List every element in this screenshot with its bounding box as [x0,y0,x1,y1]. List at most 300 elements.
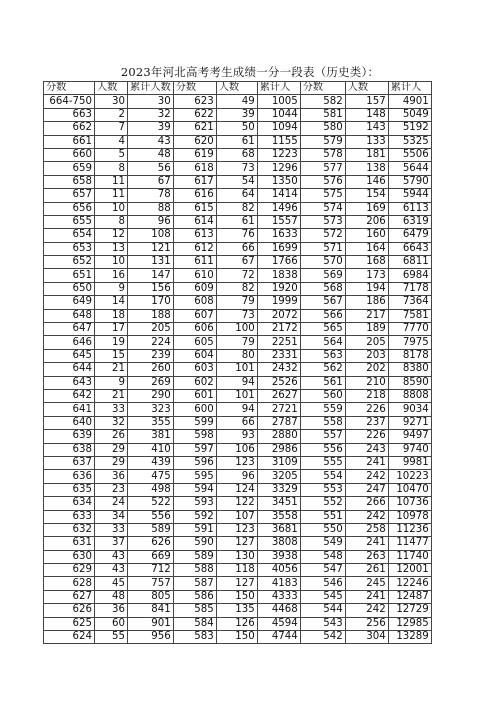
table-cell: 654 [44,229,95,242]
table-cell: 156 [128,282,174,295]
table-cell: 2072 [257,309,300,322]
table-cell: 565 [300,323,345,336]
table-cell: 2 [95,108,128,121]
table-cell: 96 [128,215,174,228]
table-cell: 11477 [388,537,431,550]
table-cell: 210 [345,376,388,389]
table-cell: 564 [300,336,345,349]
table-cell: 567 [300,296,345,309]
table-cell: 553 [300,483,345,496]
table-cell: 588 [173,564,216,577]
table-cell: 224 [128,336,174,349]
table-cell: 663 [44,108,95,121]
table-cell: 100 [216,323,257,336]
table-row [44,631,432,644]
table-cell: 12246 [388,577,431,590]
table-cell: 189 [345,323,388,336]
table-cell: 621 [173,122,216,135]
table-cell: 6113 [388,202,431,215]
table-cell: 545 [300,590,345,603]
table-cell: 131 [128,256,174,269]
table-cell: 61 [216,215,257,228]
table-cell: 637 [44,456,95,469]
table-cell: 101 [216,389,257,402]
table-cell: 595 [173,470,216,483]
table-cell: 127 [216,577,257,590]
table-cell: 82 [216,282,257,295]
table-cell: 7364 [388,296,431,309]
table-cell: 23 [95,483,128,496]
table-cell: 10470 [388,483,431,496]
table-cell: 589 [128,523,174,536]
table-cell: 226 [345,430,388,443]
table-cell: 8 [95,215,128,228]
table-cell: 5790 [388,175,431,188]
table-cell: 661 [44,135,95,148]
table-cell: 2721 [257,403,300,416]
table-cell: 21 [95,363,128,376]
table-cell: 61 [216,135,257,148]
table-cell: 304 [345,631,388,644]
table-cell: 9740 [388,443,431,456]
table-cell: 241 [345,590,388,603]
table-cell: 7770 [388,323,431,336]
table-row [44,269,432,282]
table-cell: 556 [300,443,345,456]
table-cell: 410 [128,443,174,456]
table-cell: 570 [300,256,345,269]
table-cell: 522 [128,497,174,510]
table-cell: 4468 [257,604,300,617]
table-cell: 558 [300,416,345,429]
table-cell: 242 [345,604,388,617]
table-cell: 616 [173,189,216,202]
table-row [44,604,432,617]
table-row [44,363,432,376]
column-header: 累计人 [257,82,300,95]
table-cell: 627 [44,590,95,603]
table-cell: 641 [44,403,95,416]
table-cell: 7 [95,122,128,135]
table-cell: 1999 [257,296,300,309]
page-title: 2023年河北高考考生成绩一分一段表（历史类）： [120,65,380,79]
table-cell: 580 [300,122,345,135]
table-cell: 572 [300,229,345,242]
table-cell: 551 [300,510,345,523]
table-cell: 49 [216,95,257,108]
table-cell: 6643 [388,242,431,255]
table-cell: 439 [128,456,174,469]
table-cell: 546 [300,577,345,590]
table-cell: 218 [345,389,388,402]
table-cell: 19 [95,336,128,349]
table-cell: 202 [345,363,388,376]
table-row [44,122,432,135]
table-cell: 603 [173,363,216,376]
table-cell: 10223 [388,470,431,483]
table-cell: 586 [173,590,216,603]
table-cell: 631 [44,537,95,550]
table-cell: 205 [128,323,174,336]
table-cell: 123 [216,523,257,536]
table-cell: 585 [173,604,216,617]
table-cell: 4056 [257,564,300,577]
table-cell: 48 [128,148,174,161]
table-cell: 206 [345,215,388,228]
table-cell: 43 [128,135,174,148]
table-cell: 642 [44,389,95,402]
table-cell: 45 [95,577,128,590]
table-cell: 4744 [257,631,300,644]
table-cell: 107 [216,510,257,523]
table-cell: 956 [128,631,174,644]
table-cell: 640 [44,416,95,429]
table-cell: 901 [128,617,174,630]
table-row [44,95,432,108]
table-cell: 290 [128,389,174,402]
table-cell: 241 [345,537,388,550]
table-header-row [44,82,432,95]
table-cell: 568 [300,282,345,295]
table-cell: 17 [95,323,128,336]
table-cell: 157 [345,95,388,108]
table-cell: 634 [44,497,95,510]
table-row [44,497,432,510]
table-cell: 609 [173,282,216,295]
table-cell: 93 [216,430,257,443]
table-cell: 108 [128,229,174,242]
table-cell: 626 [44,604,95,617]
table-cell: 475 [128,470,174,483]
table-cell: 67 [128,175,174,188]
table-cell: 79 [216,296,257,309]
table-cell: 646 [44,336,95,349]
table-cell: 636 [44,470,95,483]
table-cell: 10 [95,256,128,269]
table-cell: 1699 [257,242,300,255]
table-row [44,430,432,443]
table-cell: 550 [300,523,345,536]
table-cell: 630 [44,550,95,563]
table-cell: 574 [300,202,345,215]
table-cell: 29 [95,456,128,469]
table-cell: 14 [95,296,128,309]
table-cell: 18 [95,309,128,322]
table-cell: 43 [95,564,128,577]
table-cell: 12487 [388,590,431,603]
table-row [44,309,432,322]
table-cell: 80 [216,349,257,362]
table-cell: 622 [173,108,216,121]
table-cell: 269 [128,376,174,389]
table-cell: 64 [216,189,257,202]
table-cell: 11740 [388,550,431,563]
table-row [44,389,432,402]
column-header: 分数 [44,82,95,95]
table-cell: 556 [128,510,174,523]
table-cell: 4 [95,135,128,148]
table-cell: 4183 [257,577,300,590]
table-cell: 606 [173,323,216,336]
table-cell: 652 [44,256,95,269]
table-cell: 8178 [388,349,431,362]
table-row [44,189,432,202]
table-cell: 5644 [388,162,431,175]
table-cell: 560 [300,389,345,402]
table-cell: 1223 [257,148,300,161]
table-row [44,162,432,175]
table-cell: 66 [216,242,257,255]
table-cell: 569 [300,269,345,282]
table-row [44,215,432,228]
table-cell: 2880 [257,430,300,443]
table-cell: 1094 [257,122,300,135]
table-cell: 645 [44,349,95,362]
table-cell: 7581 [388,309,431,322]
table-cell: 266 [345,497,388,510]
table-cell: 245 [345,577,388,590]
table-cell: 583 [173,631,216,644]
table-cell: 624 [44,631,95,644]
table-cell: 544 [300,604,345,617]
table-cell: 241 [345,456,388,469]
table-cell: 13289 [388,631,431,644]
table-cell: 554 [300,470,345,483]
table-cell: 30 [95,95,128,108]
table-cell: 543 [300,617,345,630]
table-cell: 578 [300,148,345,161]
table-cell: 601 [173,389,216,402]
table-cell: 4901 [388,95,431,108]
table-row [44,523,432,536]
table-cell: 34 [95,510,128,523]
table-cell: 48 [95,590,128,603]
table-cell: 757 [128,577,174,590]
table-cell: 594 [173,483,216,496]
table-cell: 60 [95,617,128,630]
table-cell: 2172 [257,323,300,336]
table-cell: 615 [173,202,216,215]
table-cell: 148 [345,108,388,121]
table-cell: 611 [173,256,216,269]
table-cell: 841 [128,604,174,617]
table-cell: 5192 [388,122,431,135]
table-cell: 122 [216,497,257,510]
table-cell: 648 [44,309,95,322]
table-cell: 9981 [388,456,431,469]
column-header: 人数 [95,82,128,95]
table-cell: 597 [173,443,216,456]
table-cell: 9271 [388,416,431,429]
table-cell: 127 [216,537,257,550]
table-cell: 593 [173,497,216,510]
table-cell: 575 [300,189,345,202]
table-cell: 21 [95,389,128,402]
table-cell: 3558 [257,510,300,523]
table-cell: 121 [128,242,174,255]
table-cell: 226 [345,403,388,416]
table-cell: 607 [173,309,216,322]
table-cell: 1296 [257,162,300,175]
table-cell: 36 [95,470,128,483]
table-cell: 43 [95,550,128,563]
table-cell: 3808 [257,537,300,550]
table-row [44,617,432,630]
table-cell: 2787 [257,416,300,429]
table-cell: 10 [95,202,128,215]
table-cell: 124 [216,483,257,496]
table-cell: 602 [173,376,216,389]
table-cell: 16 [95,269,128,282]
table-cell: 614 [173,215,216,228]
table-cell: 32 [128,108,174,121]
table-cell: 6479 [388,229,431,242]
table-cell: 237 [345,416,388,429]
table-cell: 154 [345,189,388,202]
table-row [44,564,432,577]
table-cell: 555 [300,456,345,469]
table-cell: 30 [128,95,174,108]
table-cell: 3938 [257,550,300,563]
table-row [44,376,432,389]
table-cell: 547 [300,564,345,577]
table-cell: 1350 [257,175,300,188]
table-cell: 619 [173,148,216,161]
table-cell: 587 [173,577,216,590]
table-row [44,242,432,255]
table-cell: 381 [128,430,174,443]
table-cell: 263 [345,550,388,563]
column-header: 人数 [216,82,257,95]
table-cell: 126 [216,617,257,630]
table-cell: 11236 [388,523,431,536]
table-row [44,349,432,362]
table-cell: 498 [128,483,174,496]
table-cell: 9497 [388,430,431,443]
table-cell: 4333 [257,590,300,603]
table-cell: 1044 [257,108,300,121]
table-cell: 2251 [257,336,300,349]
table-cell: 323 [128,403,174,416]
column-header: 人数 [345,82,388,95]
table-cell: 170 [128,296,174,309]
table-cell: 260 [128,363,174,376]
table-cell: 3451 [257,497,300,510]
table-cell: 355 [128,416,174,429]
table-cell: 66 [216,416,257,429]
table-cell: 10736 [388,497,431,510]
table-cell: 3681 [257,523,300,536]
table-cell: 79 [216,336,257,349]
table-cell: 173 [345,269,388,282]
table-cell: 130 [216,550,257,563]
table-cell: 625 [44,617,95,630]
table-cell: 147 [128,269,174,282]
table-cell: 26 [95,430,128,443]
table-row [44,590,432,603]
table-cell: 6811 [388,256,431,269]
table-cell: 181 [345,148,388,161]
table-cell: 9034 [388,403,431,416]
table-cell: 32 [95,416,128,429]
table-cell: 217 [345,309,388,322]
table-cell: 6984 [388,269,431,282]
table-cell: 1005 [257,95,300,108]
table-cell: 78 [128,189,174,202]
table-cell: 242 [345,470,388,483]
table-cell: 186 [345,296,388,309]
table-cell: 1557 [257,215,300,228]
table-cell: 39 [216,108,257,121]
table-cell: 649 [44,296,95,309]
table-cell: 644 [44,363,95,376]
table-cell: 10978 [388,510,431,523]
table-cell: 203 [345,349,388,362]
table-cell: 591 [173,523,216,536]
table-cell: 612 [173,242,216,255]
table-row [44,202,432,215]
table-row [44,403,432,416]
table-cell: 632 [44,523,95,536]
table-cell: 2526 [257,376,300,389]
table-cell: 651 [44,269,95,282]
table-cell: 623 [173,95,216,108]
score-distribution-table [43,81,432,644]
table-row [44,108,432,121]
table-cell: 590 [173,537,216,550]
table-cell: 76 [216,229,257,242]
table-row [44,470,432,483]
table-cell: 39 [128,122,174,135]
table-cell: 712 [128,564,174,577]
table-cell: 12 [95,229,128,242]
table-cell: 579 [300,135,345,148]
table-cell: 561 [300,376,345,389]
table-cell: 563 [300,349,345,362]
table-cell: 629 [44,564,95,577]
table-cell: 205 [345,336,388,349]
table-cell: 8590 [388,376,431,389]
table-cell: 160 [345,229,388,242]
table-cell: 8380 [388,363,431,376]
table-cell: 96 [216,470,257,483]
table-cell: 54 [216,175,257,188]
table-cell: 662 [44,122,95,135]
table-cell: 576 [300,175,345,188]
table-row [44,456,432,469]
table-cell: 650 [44,282,95,295]
table-cell: 626 [128,537,174,550]
table-cell: 613 [173,229,216,242]
column-header: 累计人 [388,82,431,95]
table-row [44,550,432,563]
table-row [44,323,432,336]
table-cell: 608 [173,296,216,309]
table-cell: 11 [95,175,128,188]
table-cell: 599 [173,416,216,429]
table-cell: 247 [345,483,388,496]
table-cell: 7975 [388,336,431,349]
table-cell: 8808 [388,389,431,402]
table-cell: 5 [95,148,128,161]
table-row [44,148,432,161]
table-cell: 67 [216,256,257,269]
table-cell: 566 [300,309,345,322]
table-cell: 88 [128,202,174,215]
table-cell: 24 [95,497,128,510]
table-cell: 33 [95,403,128,416]
table-cell: 647 [44,323,95,336]
